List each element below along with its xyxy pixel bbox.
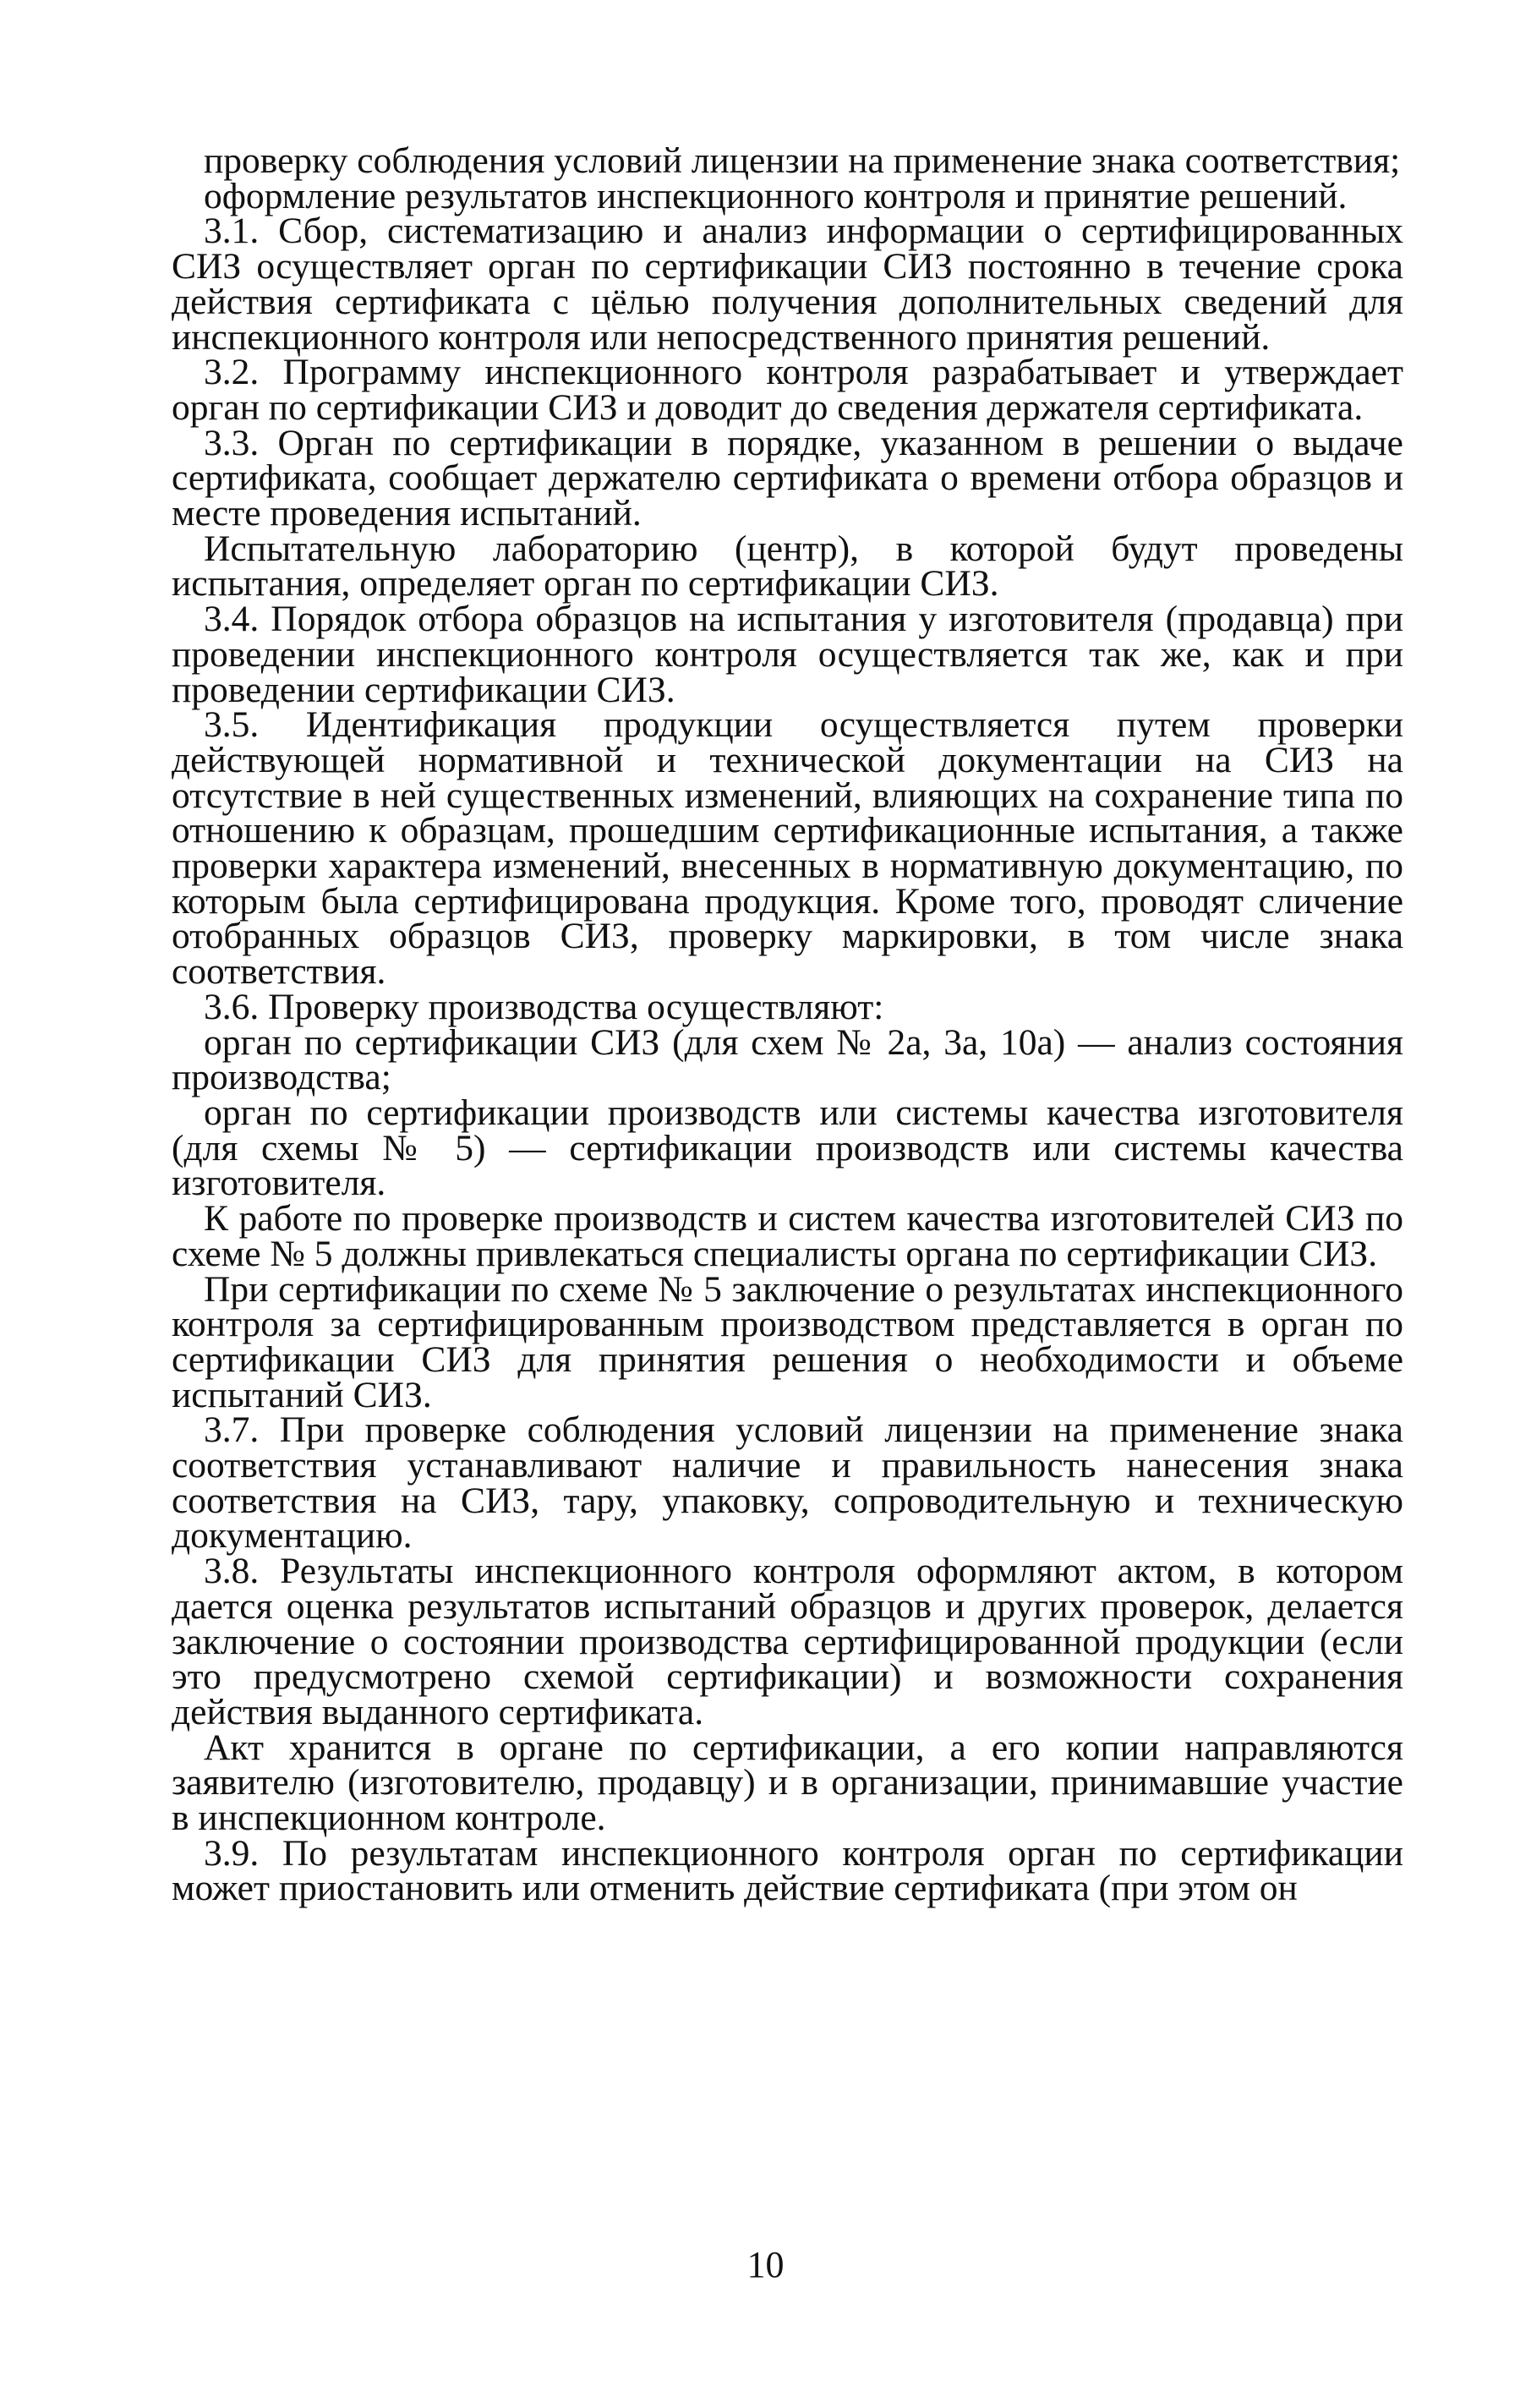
paragraph-production-analysis: орган по сертификации СИЗ (для схем № 2а, 3а, 10а) — анализ состояния производства; [172,1021,1403,1098]
paragraph-license-check: проверку соблюдения условий лицензии на применение знака соответствия; [204,140,1401,181]
paragraph-quality-system: орган по сертификации производств или системы качества изготовителя (для схемы № 5) — сертификации производств или системы качества изготовителя. [172,1092,1403,1204]
paragraph-3-2: 3.2. Программу инспекционного контроля разрабатывает и утверждает орган по сертификации СИЗ и доводит до сведения держателя сертификата. [172,352,1403,428]
paragraph-results-formalization: оформление результатов инспекционного контроля и принятие решений. [204,175,1348,216]
paragraph-3-3: 3.3. Орган по сертификации в порядке, указанном в решении о выдаче сертификата, сообщает держателю сертификата о времени отбора образцов и месте проведения испытаний. [172,422,1403,534]
paragraph-3-4: 3.4. Порядок отбора образцов на испытания у изготовителя (продавца) при проведении инспекционного контроля осуществляется так же, как и при проведении сертификации СИЗ. [172,599,1403,710]
paragraph-act-storage: Акт хранится в органе по сертификации, а его копии направляются заявителю (изготовителю, продавцу) и в организации, принимавшие участие в инспекционном контроле. [172,1727,1403,1839]
paragraph-3-8: 3.8. Результаты инспекционного контроля оформляют актом, в котором дается оценка результатов испытаний образцов и других проверок, делается заключение о состоянии производства сертифицированной продукции (если это предусмотрено схемой сертификации) и возможности сохранения действия выданного сертификата. [172,1551,1403,1732]
paragraph-3-1: 3.1. Сбор, систематизацию и анализ информации о сертифицированных СИЗ осуществляет орган по сертификации СИЗ постоянно в течение срока действия сертификата с цёлью получения дополнительных сведений для инспекционного контроля или непосредственного принятия решений. [172,211,1403,358]
paragraph-3-7: 3.7. При проверке соблюдения условий лицензии на применение знака соответствия устанавливают наличие и правильность нанесения знака соответствия на СИЗ, тару, упаковку, сопроводительную и техническую документацию. [172,1409,1403,1557]
paragraph-3-6: 3.6. Проверку производства осуществляют: [204,986,884,1027]
document-body [172,140,1403,1909]
paragraph-test-laboratory: Испытательную лабораторию (центр), в которой будут проведены испытания, определяет орган по сертификации СИЗ. [172,528,1403,605]
paragraph-3-5: 3.5. Идентификация продукции осуществляется путем проверки действующей нормативной и технической документации на СИЗ на отсутствие в ней существенных изменений, влияющих на сохранение типа по отношению к образцам, прошедшим сертификационные испытания, а также проверки характера изменений, внесенных в нормативную документацию, по которым была сертифицирована продукция. Кроме того, проводят сличение отобранных образцов СИЗ, проверку маркировки, в том числе знака соответствия. [172,704,1403,993]
paragraph-scheme-5-conclusion: При сертификации по схеме № 5 заключение о результатах инспекционного контроля за сертифицированным производством представляется в орган по сертификации СИЗ для принятия решения о необходимости и объеме испытаний СИЗ. [172,1268,1403,1415]
paragraph-specialists: К работе по проверке производств и систем качества изготовителей СИЗ по схеме № 5 должны привлекаться специалисты органа по сертификации СИЗ. [172,1198,1403,1274]
paragraph-3-9: 3.9. По результатам инспекционного контроля орган по сертификации может приостановить или отменить действие сертификата (при этом он [172,1832,1403,1909]
page-number: 10 [746,2244,785,2285]
